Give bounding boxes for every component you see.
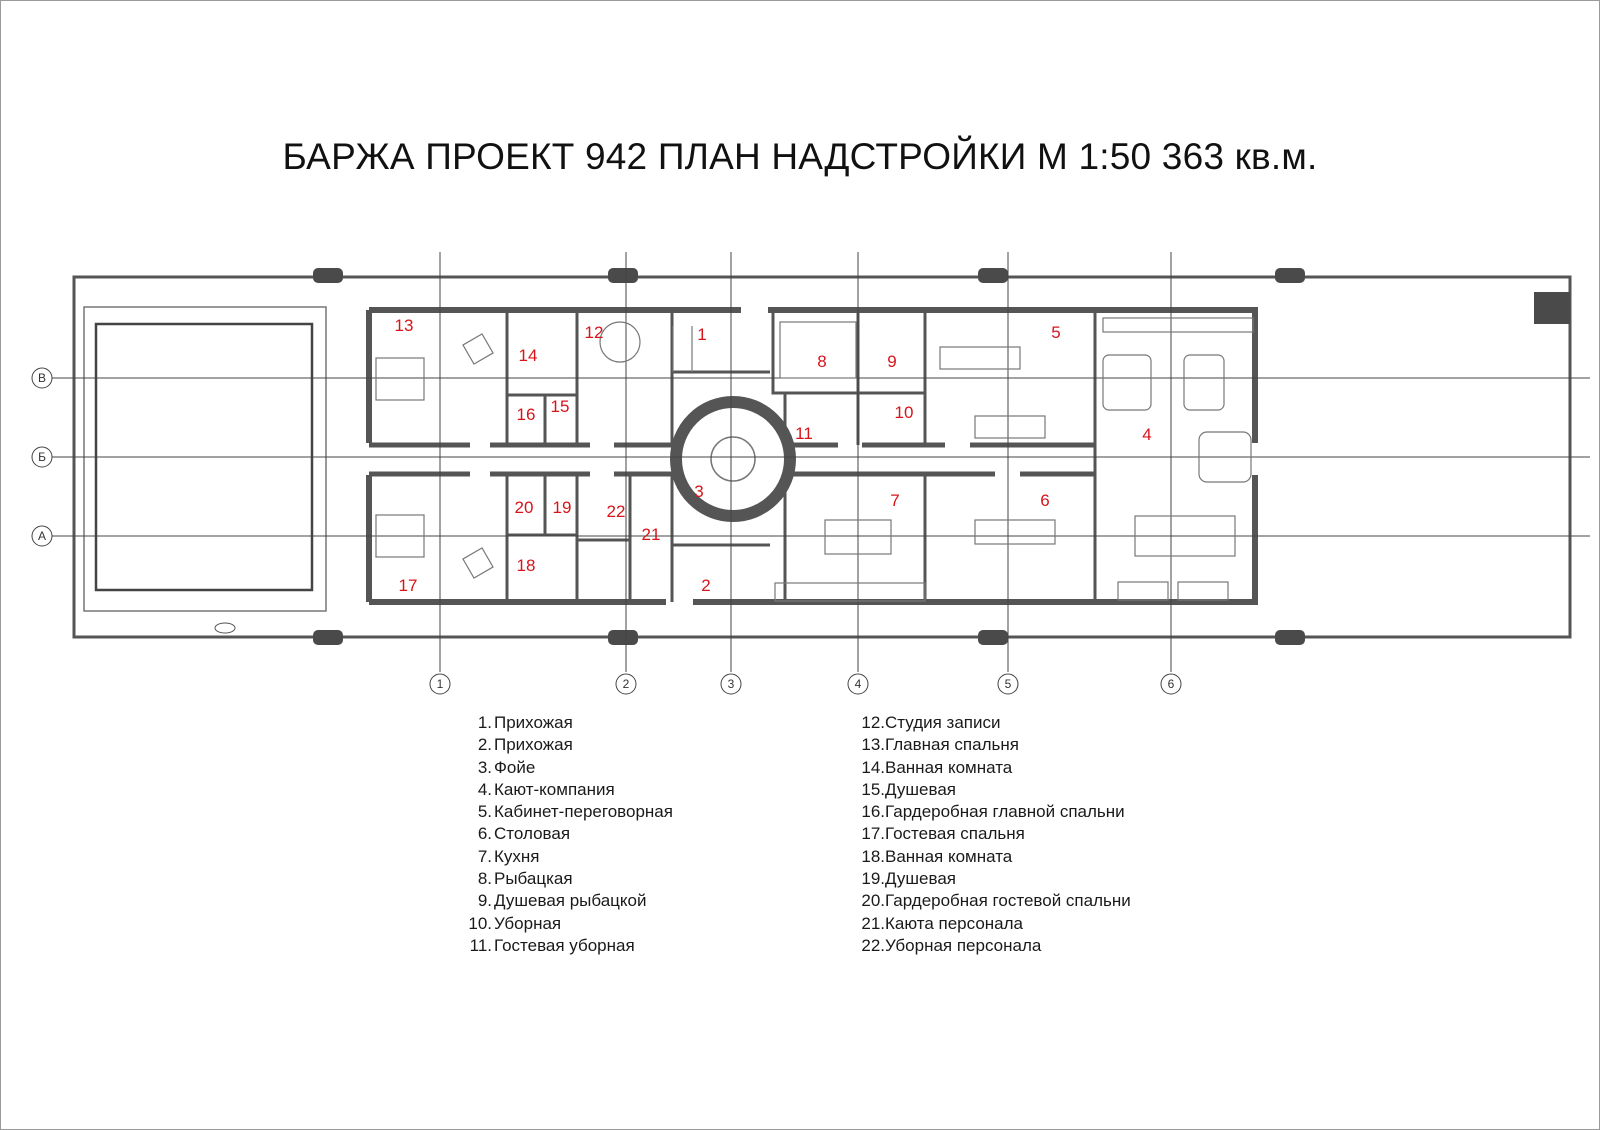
room-number: 2 (701, 576, 711, 595)
legend-item (855, 935, 1131, 957)
legend-label: Фойе (494, 757, 536, 777)
interior-walls (507, 310, 1095, 602)
legend-item (855, 712, 1131, 734)
room-number: 15 (550, 397, 570, 416)
legend-number: 13. (861, 735, 885, 755)
legend-number: 19. (861, 869, 885, 889)
legend-item (855, 868, 1131, 890)
legend-item (468, 757, 673, 779)
room-number: 19 (552, 498, 572, 517)
legend-item (468, 823, 673, 845)
axis-lines (52, 252, 1590, 672)
legend-label: Душевая (885, 779, 956, 799)
legend-item (468, 868, 673, 890)
legend-item (468, 801, 673, 823)
room-number: 11 (795, 424, 813, 443)
legend-item (468, 846, 673, 868)
legend-item (855, 757, 1131, 779)
legend-item (855, 779, 1131, 801)
axis-row-label: Б (38, 450, 46, 464)
room-number: 5 (1051, 323, 1061, 342)
legend-item (468, 935, 673, 957)
room-number: 18 (516, 556, 536, 575)
legend-number: 3. (477, 757, 492, 777)
legend-label: Гардеробная гостевой спальни (885, 891, 1131, 911)
legend-number: 9. (477, 891, 492, 911)
room-number: 16 (516, 405, 536, 424)
legend-item (468, 890, 673, 912)
axis-col-label: 4 (854, 677, 862, 691)
axis-col-label: 3 (727, 677, 735, 691)
legend-number: 12. (861, 713, 885, 732)
legend-number: 2. (477, 735, 492, 755)
legend-label: Уборная персонала (885, 935, 1042, 955)
legend-label: Студия записи (885, 713, 1001, 732)
legend-number: 20. (861, 891, 885, 911)
legend-item (468, 913, 673, 935)
legend-number: 8. (477, 869, 492, 889)
legend-item (468, 734, 673, 756)
legend-label: Прихожая (494, 713, 573, 732)
axis-row-label: В (37, 371, 47, 385)
room-number: 7 (890, 491, 900, 510)
legend-item (468, 779, 673, 801)
room-number: 6 (1040, 491, 1050, 510)
legend-label: Ванная комната (885, 757, 1013, 777)
legend-label: Ванная комната (885, 846, 1013, 866)
room-number: 8 (817, 352, 827, 371)
legend-label: Кают-компания (494, 779, 615, 799)
legend-label: Рыбацкая (494, 869, 573, 889)
legend-item (855, 890, 1131, 912)
axis-row-label: А (37, 529, 47, 543)
legend-right (855, 712, 1131, 957)
legend-label: Главная спальня (885, 735, 1019, 755)
drawing-title: БАРЖА ПРОЕКТ 942 ПЛАН НАДСТРОЙКИ М 1:50 363 кв.м. (282, 136, 1318, 177)
legend-label: Гардеробная главной спальни (885, 802, 1125, 822)
room-number: 4 (1142, 425, 1152, 444)
legend-label: Прихожая (494, 735, 573, 755)
room-number: 9 (887, 352, 897, 371)
axis-col-label: 1 (436, 677, 444, 691)
legend-number: 11. (469, 935, 492, 955)
legend-left (468, 712, 673, 957)
legend-label: Душевая рыбацкой (494, 891, 647, 911)
legend-item (855, 734, 1131, 756)
legend-number: 10. (468, 913, 492, 933)
axis-col-label: 5 (1004, 677, 1012, 691)
legend-item (468, 712, 673, 734)
foyer-rotunda (676, 402, 790, 516)
room-number: 10 (894, 403, 914, 422)
legend-number: 14. (861, 757, 885, 777)
room-number: 14 (518, 346, 538, 365)
legend-number: 1. (477, 713, 492, 732)
legend-number: 4. (477, 779, 492, 799)
legend-number: 16. (861, 802, 885, 822)
room-number: 17 (398, 576, 418, 595)
legend-item (855, 823, 1131, 845)
legend-number: 18. (861, 846, 885, 866)
legend-item (855, 913, 1131, 935)
legend-number: 22. (861, 935, 885, 955)
legend-item (855, 801, 1131, 823)
pool-frame (84, 307, 326, 611)
legend-label: Гостевая спальня (885, 824, 1025, 844)
legend-number: 21. (861, 913, 885, 933)
legend-number: 15. (861, 779, 885, 799)
room-number: 21 (641, 525, 661, 544)
room-number: 3 (694, 482, 704, 501)
legend-item (855, 846, 1131, 868)
axis-col-label: 6 (1167, 677, 1175, 691)
room-number: 1 (697, 325, 707, 344)
legend-label: Каюта персонала (885, 913, 1023, 933)
legend-number: 17. (861, 824, 885, 844)
legend-label: Кухня (494, 846, 540, 866)
legend-number: 6. (477, 824, 492, 844)
exterior-walls (369, 310, 1255, 602)
room-number: 22 (606, 502, 626, 521)
bed (376, 358, 424, 400)
room-number: 12 (584, 323, 604, 342)
axis-bubbles (32, 368, 1181, 694)
room-number: 20 (514, 498, 534, 517)
legend-label: Столовая (494, 824, 571, 844)
legend-label: Душевая (885, 869, 956, 889)
legend-number: 5. (477, 802, 492, 822)
hatch (215, 623, 235, 633)
legend-label: Уборная (494, 913, 562, 933)
axis-col-label: 2 (622, 677, 630, 691)
room-number: 13 (394, 316, 414, 335)
legend-label: Кабинет-переговорная (494, 802, 673, 822)
legend-label: Гостевая уборная (494, 935, 635, 955)
legend-number: 7. (477, 846, 492, 866)
